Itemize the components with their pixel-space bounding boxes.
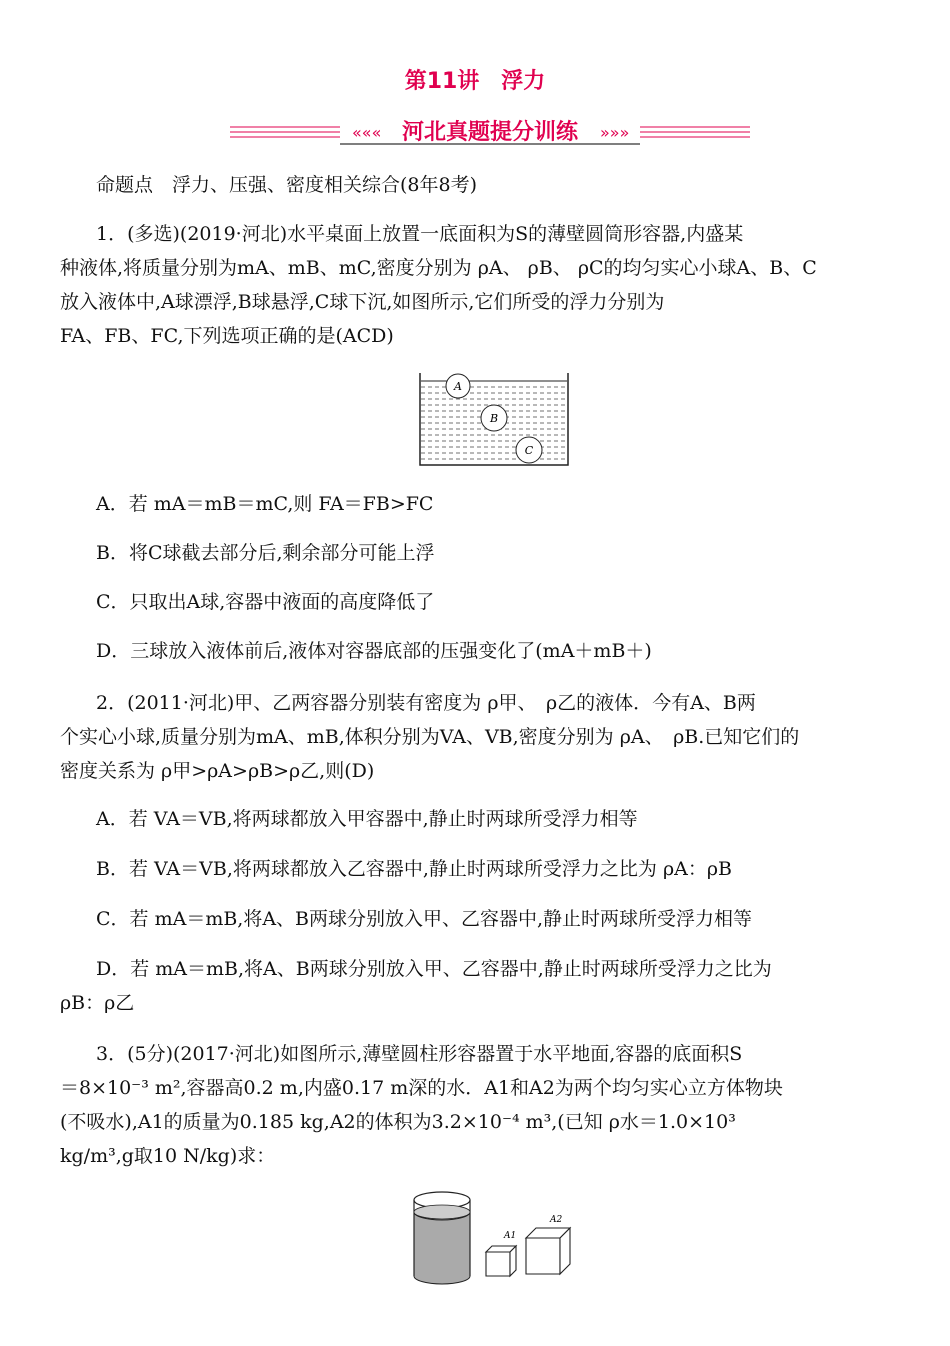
q3-line-4: kg/m³,g取10 N/kg)求： — [60, 1145, 276, 1167]
q1-figure-container — [418, 373, 570, 467]
cylinder-container — [414, 1192, 470, 1284]
ball-a-label: A — [454, 380, 462, 393]
section-heading: 命题点 浮力、压强、密度相关综合(8年8考) — [96, 174, 478, 196]
q2-option-b: B．若 VA＝VB,将两球都放入乙容器中,静止时两球所受浮力之比为 ρA：ρB — [96, 858, 732, 880]
page-title: 第11讲 浮力 — [404, 69, 546, 94]
cube-a1 — [486, 1231, 516, 1276]
q3-line-1: 3．(5分)(2017·河北)如图所示,薄壁圆柱形容器置于水平地面,容器的底面积S — [96, 1043, 743, 1065]
q1-option-a: A．若 mA＝mB＝mC,则 FA＝FB>FC — [96, 493, 434, 515]
q1-line-1: 1．(多选)(2019·河北)水平桌面上放置一底面积为S的薄壁圆筒形容器,内盛某 — [96, 223, 744, 245]
q2-line-2: 个实心小球,质量分别为mA、mB,体积分别为VA、VB,密度分别为 ρA、 ρB.已知它们的 — [60, 726, 800, 748]
q3-line-2: ＝8×10⁻³ m²,容器高0.2 m,内盛0.17 m深的水．A1和A2为两个均匀实心立方体物块 — [60, 1077, 783, 1099]
q2-option-c: C．若 mA＝mB,将A、B两球分别放入甲、乙容器中,静止时两球所受浮力相等 — [96, 908, 753, 930]
cube-a2 — [526, 1215, 570, 1274]
q3-line-3: (不吸水),A1的质量为0.185 kg,A2的体积为3.2×10⁻⁴ m³,(已知 ρ水＝1.0×10³ — [60, 1111, 736, 1133]
q2-option-d-cont: ρB：ρ乙 — [60, 992, 135, 1014]
banner-right-arrows: »»» — [600, 123, 630, 142]
ball-b-label: B — [489, 412, 499, 425]
banner-text: 河北真题提分训练 — [401, 120, 579, 145]
q1-line-3: 放入液体中,A球漂浮,B球悬浮,C球下沉,如图所示,它们所受的浮力分别为 — [60, 291, 665, 313]
ball-c-label: C — [524, 444, 534, 457]
q1-option-d: D．三球放入液体前后,液体对容器底部的压强变化了(mA＋mB＋) — [96, 640, 652, 662]
cube-a2-label: A2 — [550, 1215, 563, 1225]
section-banner — [230, 112, 750, 152]
q2-line-1: 2．(2011·河北)甲、乙两容器分别装有密度为 ρ甲、 ρ乙的液体．今有A、B两 — [96, 692, 756, 714]
q1-line-2: 种液体,将质量分别为mA、mB、mC,密度分别为 ρA、 ρB、 ρC的均匀实心小球A、B、C — [60, 257, 817, 279]
q1-line-4: FA、FB、FC,下列选项正确的是(ACD) — [60, 325, 394, 347]
q2-option-d: D．若 mA＝mB,将A、B两球分别放入甲、乙容器中,静止时两球所受浮力之比为 — [96, 958, 772, 980]
q2-option-a: A．若 VA＝VB,将两球都放入甲容器中,静止时两球所受浮力相等 — [96, 808, 638, 830]
q1-option-b: B．将C球截去部分后,剩余部分可能上浮 — [96, 542, 435, 564]
q2-line-3: 密度关系为 ρ甲>ρA>ρB>ρ乙,则(D) — [60, 760, 375, 782]
banner-left-arrows: ««« — [352, 123, 382, 142]
cube-a1-label: A1 — [504, 1231, 517, 1241]
q3-figure — [412, 1188, 582, 1288]
q1-option-c: C．只取出A球,容器中液面的高度降低了 — [96, 591, 435, 613]
